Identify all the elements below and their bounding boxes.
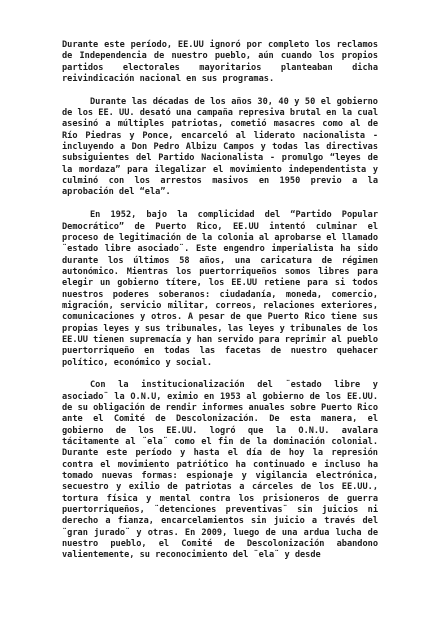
paragraph-2: Durante las décadas de los años 30, 40 y 50 el gobierno de los EE. UU. desató una campaña represiva brutal en la cual asesinó a múltiples patriotas, cometió masacres como al de Río Piedras y Ponce, encarceló al liderato nacionalista - incluyendo a Don Pedro Albizu Campos y todas las directivas subsiguientes del Partido Nacionalista - promulgo “leyes de la mordaza” para ilegalizar el movimiento independentista y culminó con los arrestos masivos en 1950 previo a la aprobación del “ela”.	[62, 96, 378, 198]
paragraph-4: Con la institucionalización del ¨estado libre y asociado¨ la O.N.U, eximio en 1953 al gobierno de los EE.UU. de su obligación de rendir informes anuales sobre Puerto Rico ante el Comité de Descolonización. De esta manera, el gobierno de los EE.UU. logró que la O.N.U. avalara tácitamente al ¨ela¨ como el fin de la dominación colonial. Durante este período y hasta el día de hoy la represión contra el movimiento patriótico ha continuado e incluso ha tomado nuevas formas: espionaje y vigilancia electrónica, secuestro y exilio de patriotas a cárceles de los EE.UU., tortura física y mental contra los prisioneros de guerra puertorriqueños, ¨detenciones preventivas¨ sin juicios ni derecho a fianza, encarcelamientos sin juicio a través del ¨gran jurado¨ y otras. En 2009, luego de una ardua lucha de nuestro pueblo, el Comité de Descolonización abandono valientemente, su reconocimiento del ¨ela¨ y desde	[62, 380, 378, 561]
document-body	[62, 40, 378, 562]
paragraph-3: En 1952, bajo la complicidad del “Partido Popular Democrático” de Puerto Rico, EE.UU intentó culminar el proceso de legitimación de la colonia al aprobarse el llamado ¨estado libre asociado¨. Este engendro imperialista ha sido durante los últimos 58 años, una caricatura de régimen autonómico. Mientras los puertorriqueños somos libres para elegir un gobierno títere, los EE.UU retiene para si todos nuestros poderes soberanos: ciudadanía, moneda, comercio, migración, servicio militar, correos, relaciones exteriores, comunicaciones y otros. A pesar de que Puerto Rico tiene sus propias leyes y sus tribunales, las leyes y tribunales de los EE.UU tienen supremacía y han servido para reprimir al pueblo puertorriqueño en todas las facetas de nuestro quehacer político, económico y social.	[62, 210, 378, 368]
paragraph-1: Durante este período, EE.UU ignoró por completo los reclamos de Independencia de nuestro pueblo, aún cuando los propios partidos electorales mayoritarios planteaban dicha reivindicación nacional en sus programas.	[62, 40, 378, 85]
